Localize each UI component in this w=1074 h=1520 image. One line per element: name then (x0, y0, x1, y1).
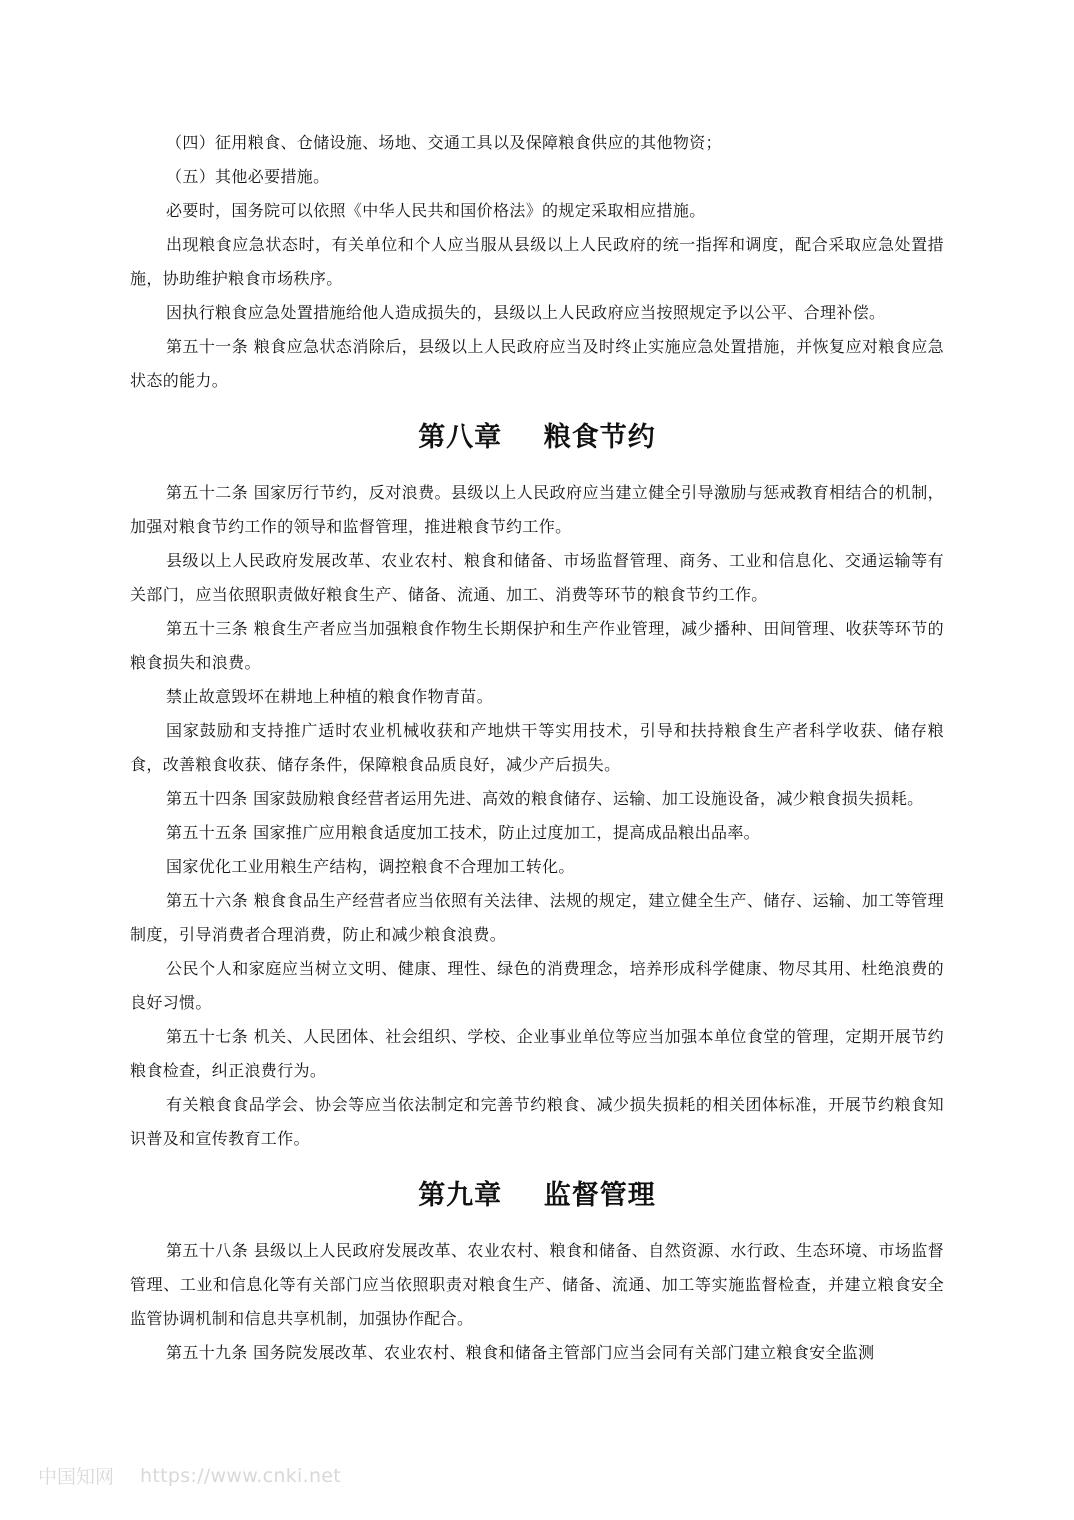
paragraph: 第五十八条 县级以上人民政府发展改革、农业农村、粮食和储备、自然资源、水行政、生态环境、市场监督管理、工业和信息化等有关部门应当依照职责对粮食生产、储备、流通、加工等实施监督检查，并建立粮食安全监管协调机制和信息共享机制，加强协作配合。 (130, 1241, 944, 1328)
paragraph: 有关粮食食品学会、协会等应当依法制定和完善节约粮食、减少损失损耗的相关团体标准，开展节约粮食知识普及和宣传教育工作。 (130, 1095, 944, 1148)
paragraph: 国家鼓励和支持推广适时农业机械收获和产地烘干等实用技术，引导和扶持粮食生产者科学收获、储存粮食，改善粮食收获、储存条件，保障粮食品质良好，减少产后损失。 (130, 721, 944, 774)
paragraph: 第五十五条 国家推广应用粮食适度加工技术，防止过度加工，提高成品粮出品率。 (166, 823, 761, 842)
paragraph: （四）征用粮食、仓储设施、场地、交通工具以及保障粮食供应的其他物资； (166, 133, 722, 152)
paragraph: 因执行粮食应急处置措施给他人造成损失的，县级以上人民政府应当按照规定予以公平、合理补偿。 (166, 303, 886, 322)
watermark-brand: 中国知网 (38, 1466, 115, 1488)
watermark-url: https://www.cnki.net (140, 1464, 342, 1487)
chapter-9-title: 第九章 监督管理 (418, 1180, 656, 1211)
chapter-8-title: 第八章 粮食节约 (418, 422, 656, 453)
paragraph: 禁止故意毁坏在耕地上种植的粮食作物青苗。 (166, 687, 494, 706)
paragraph: （五）其他必要措施。 (166, 167, 330, 186)
paragraph: 第五十一条 粮食应急状态消除后，县级以上人民政府应当及时终止实施应急处置措施，并恢复应对粮食应急状态的能力。 (130, 337, 944, 390)
paragraph: 县级以上人民政府发展改革、农业农村、粮食和储备、市场监督管理、商务、工业和信息化、交通运输等有关部门，应当依照职责做好粮食生产、储备、流通、加工、消费等环节的粮食节约工作。 (130, 551, 944, 604)
chapter-9-body (130, 1234, 944, 1370)
document-page (130, 126, 944, 1370)
paragraph: 公民个人和家庭应当树立文明、健康、理性、绿色的消费理念，培养形成科学健康、物尽其用、杜绝浪费的良好习惯。 (130, 959, 944, 1012)
paragraph: 第五十四条 国家鼓励粮食经营者运用先进、高效的粮食储存、运输、加工设施设备，减少粮食损失损耗。 (166, 789, 924, 808)
section-intro (130, 126, 944, 398)
paragraph: 出现粮食应急状态时，有关单位和个人应当服从县级以上人民政府的统一指挥和调度，配合采取应急处置措施，协助维护粮食市场秩序。 (130, 235, 944, 288)
chapter-8-body (130, 476, 944, 1156)
paragraph: 第五十七条 机关、人民团体、社会组织、学校、企业事业单位等应当加强本单位食堂的管理，定期开展节约粮食检查，纠正浪费行为。 (130, 1027, 944, 1080)
paragraph: 第五十六条 粮食食品生产经营者应当依照有关法律、法规的规定，建立健全生产、储存、运输、加工等管理制度，引导消费者合理消费，防止和减少粮食浪费。 (130, 891, 944, 944)
paragraph: 国家优化工业用粮生产结构，调控粮食不合理加工转化。 (166, 857, 575, 876)
paragraph: 第五十三条 粮食生产者应当加强粮食作物生长期保护和生产作业管理，减少播种、田间管理、收获等环节的粮食损失和浪费。 (130, 619, 944, 672)
paragraph: 第五十九条 国务院发展改革、农业农村、粮食和储备主管部门应当会同有关部门建立粮食安全监测 (166, 1343, 875, 1362)
paragraph: 必要时，国务院可以依照《中华人民共和国价格法》的规定采取相应措施。 (166, 201, 706, 220)
paragraph: 第五十二条 国家厉行节约，反对浪费。县级以上人民政府应当建立健全引导激励与惩戒教育相结合的机制，加强对粮食节约工作的领导和监督管理，推进粮食节约工作。 (130, 483, 944, 536)
cnki-watermark (38, 1462, 341, 1489)
